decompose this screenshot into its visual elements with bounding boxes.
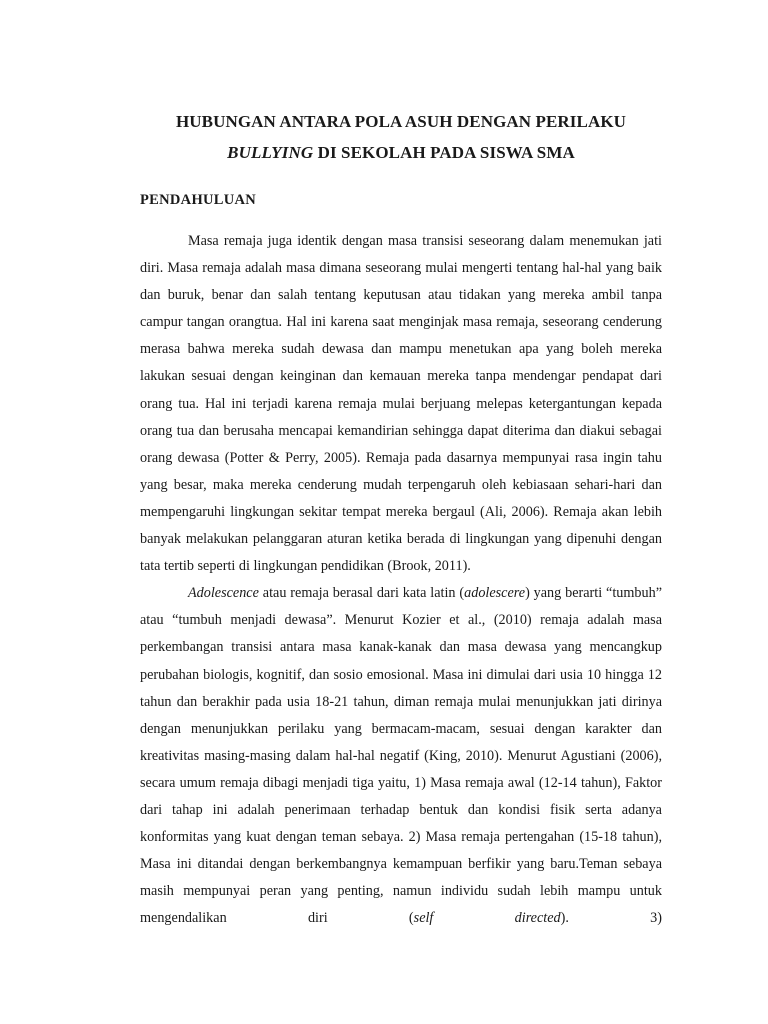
term-adolescence: Adolescence [188, 585, 259, 602]
term-adolescere: adolescere [464, 585, 526, 602]
section-heading: PENDAHULUAN [140, 192, 257, 208]
paragraph-2-text-2: ) yang berarti “tumbuh” atau “tumbuh menjadi dewasa”. Menurut Kozier et al., (2010) remaja adalah masa perkembangan transisi antara masa kanak-kanak dan masa dewasa yang mencangkup perubahan biologis, kognitif, dan sosio emosional. Masa ini dimulai dari usia 10 hingga 12 tahun dan berakhir pada usia 18-21 tahun, diman remaja mulai menunjukkan jati dirinya dengan menunjukkan perilaku yang bermacam-macam, sesuai dengan karakter dan kreativitas masing-masing dalam hal-hal negatif (King, 2010). Menurut Agustiani (2006), secara umum remaja dibagi menjadi tiga yaitu, 1) Masa remaja awal (12-14 tahun), Faktor dari tahap ini adalah penerimaan terhadap bentuk dan kondisi fisik serta adanya konformitas yang kuat dengan teman sebaya. 2) Masa remaja pertengahan (15-18 tahun), Masa ini ditandai dengan berkembangnya kemampuan berfikir yang baru.Teman sebaya masih mempunyai peran yang penting, namun individu sudah lebih mampu untuk mengendalikan diri ( [140, 585, 662, 927]
document-title-line-2 [140, 143, 662, 163]
paragraph-1: Masa remaja juga identik dengan masa transisi seseorang dalam menemukan jati diri. Masa remaja adalah masa dimana seseorang mulai mengerti tentang hal-hal yang baik dan buruk, benar dan salah tentang keputusan atau tidakan yang mereka ambil tanpa campur tangan orangtua. Hal ini karena saat menginjak masa remaja, seseorang cenderung merasa bahwa mereka sudah dewasa dan mampu menetukan apa yang boleh mereka lakukan sesuai dengan keinginan dan kemauan mereka tanpa mendengar pendapat dari orang tua. Hal ini terjadi karena remaja mulai berjuang melepas ketergantungan kepada orang tua dan berusaha mencapai kemandirian sehingga dapat diterima dan diakui sebagai orang dewasa (Potter & Perry, 2005). Remaja pada dasarnya mempunyai rasa ingin tahu yang besar, maka mereka cenderung mudah terpengaruh oleh kebiasaan sehari-hari dan mempengaruhi lingkungan sekitar tempat mereka bergaul (Ali, 2006). Remaja akan lebih banyak melakukan pelanggaran aturan ketika berada di lingkungan yang dipenuhi dengan tata tertib seperti di lingkungan pendidikan (Brook, 2011). [140, 233, 662, 575]
term-self-directed: self directed [413, 910, 561, 927]
paragraph-2-text-1: atau remaja berasal dari kata latin ( [258, 585, 465, 602]
paragraph-2 [140, 580, 662, 932]
title-term-bullying: BULLYING [227, 143, 314, 162]
title-line-2-rest: DI SEKOLAH PADA SISWA SMA [313, 143, 575, 162]
document-body [140, 228, 662, 932]
paragraph-2-text-3: ). 3) [560, 910, 662, 927]
document-title-line-1: HUBUNGAN ANTARA POLA ASUH DENGAN PERILAKU [175, 112, 627, 131]
